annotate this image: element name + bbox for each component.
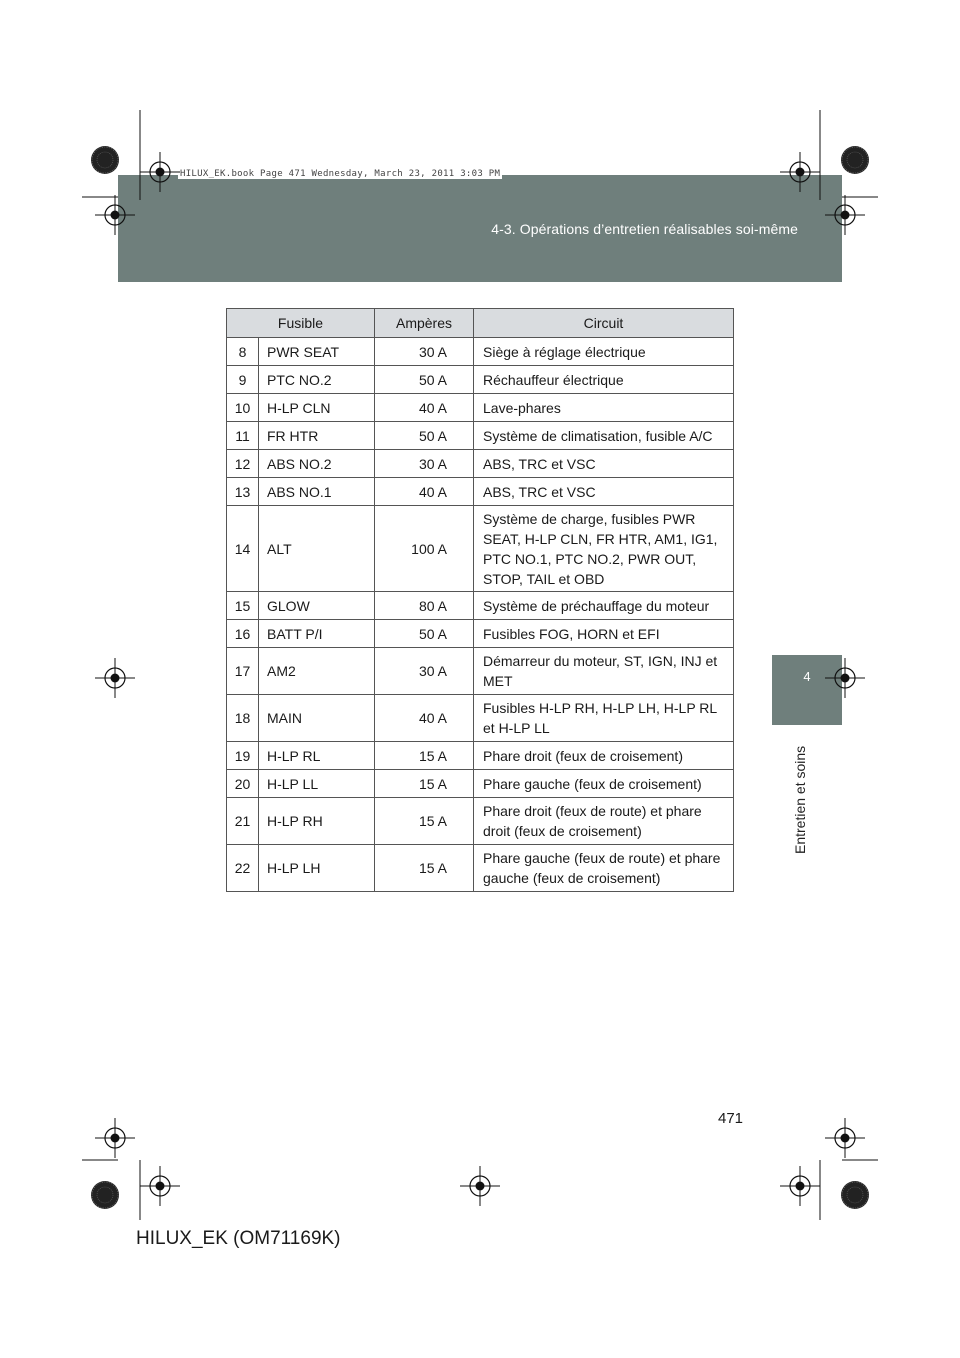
fuse-name-cell: BATT P/I (259, 620, 375, 648)
fuse-amps-cell: 50 A (375, 620, 474, 648)
fuse-circuit-cell: Phare droit (feux de croisement) (474, 742, 734, 770)
fuse-number-cell: 19 (227, 742, 259, 770)
fuse-name-cell: MAIN (259, 695, 375, 742)
crosshair-bottom-3 (140, 1166, 180, 1206)
table-header-row (227, 309, 734, 338)
table-row (227, 798, 734, 845)
fuse-number-cell: 12 (227, 450, 259, 478)
sunburst-mark-bottom-right (841, 1181, 869, 1209)
crosshair-bottom-4 (460, 1166, 500, 1206)
header-band (118, 175, 842, 282)
table-row (227, 742, 734, 770)
fuse-name-cell: H-LP RH (259, 798, 375, 845)
table-row (227, 478, 734, 506)
fuse-name-cell: FR HTR (259, 422, 375, 450)
header-amps: Ampères (375, 309, 474, 338)
header-circuit: Circuit (474, 309, 734, 338)
crosshair-mid-left (95, 658, 135, 698)
fuse-circuit-cell: Fusibles FOG, HORN et EFI (474, 620, 734, 648)
fuse-amps-cell: 50 A (375, 422, 474, 450)
fuse-circuit-cell: Système de préchauffage du moteur (474, 592, 734, 620)
fuse-number-cell: 15 (227, 592, 259, 620)
table-row (227, 422, 734, 450)
table-row (227, 366, 734, 394)
table-row (227, 506, 734, 592)
fuse-name-cell: GLOW (259, 592, 375, 620)
fuse-amps-cell: 15 A (375, 845, 474, 892)
fuse-name-cell: H-LP LH (259, 845, 375, 892)
fuse-name-cell: H-LP CLN (259, 394, 375, 422)
fuse-name-cell: H-LP RL (259, 742, 375, 770)
footer-model: HILUX_EK (OM71169K) (136, 1228, 341, 1249)
fuse-number-cell: 14 (227, 506, 259, 592)
table-row (227, 620, 734, 648)
fuse-name-cell: ABS NO.1 (259, 478, 375, 506)
fuse-circuit-cell: Système de climatisation, fusible A/C (474, 422, 734, 450)
fuse-amps-cell: 100 A (375, 506, 474, 592)
table-row (227, 695, 734, 742)
fuse-number-cell: 22 (227, 845, 259, 892)
fuse-number-cell: 9 (227, 366, 259, 394)
fuse-name-cell: AM2 (259, 648, 375, 695)
fuse-circuit-cell: Système de charge, fusibles PWR SEAT, H-LP CLN, FR HTR, AM1, IG1, PTC NO.1, PTC NO.2, PWR OUT, STOP, TAIL et OBD (474, 506, 734, 592)
fuse-number-cell: 20 (227, 770, 259, 798)
fuse-number-cell: 18 (227, 695, 259, 742)
fuse-amps-cell: 30 A (375, 450, 474, 478)
fuse-number-cell: 8 (227, 338, 259, 366)
fuse-amps-cell: 30 A (375, 338, 474, 366)
sunburst-mark-bottom-left (91, 1181, 119, 1209)
crosshair-bottom-2 (825, 1118, 865, 1158)
header-fuse: Fusible (227, 309, 375, 338)
fuse-table-body (227, 338, 734, 892)
fuse-amps-cell: 30 A (375, 648, 474, 695)
fuse-circuit-cell: Phare gauche (feux de croisement) (474, 770, 734, 798)
table-row (227, 394, 734, 422)
fuse-name-cell: ALT (259, 506, 375, 592)
fuse-name-cell: H-LP LL (259, 770, 375, 798)
fuse-circuit-cell: Réchauffeur électrique (474, 366, 734, 394)
book-stamp: HILUX_EK.book Page 471 Wednesday, March 23, 2011 3:03 PM (180, 169, 501, 179)
fuse-circuit-cell: Démarreur du moteur, ST, IGN, INJ et MET (474, 648, 734, 695)
fuse-number-cell: 16 (227, 620, 259, 648)
fuse-amps-cell: 15 A (375, 742, 474, 770)
table-row (227, 648, 734, 695)
fuse-circuit-cell: Phare droit (feux de route) et phare droit (feux de croisement) (474, 798, 734, 845)
sunburst-mark-top-left (91, 146, 119, 174)
table-row (227, 450, 734, 478)
table-row (227, 592, 734, 620)
fuse-circuit-cell: Fusibles H-LP RH, H-LP LH, H-LP RL et H-LP LL (474, 695, 734, 742)
fuse-number-cell: 10 (227, 394, 259, 422)
fuse-number-cell: 21 (227, 798, 259, 845)
fuse-amps-cell: 80 A (375, 592, 474, 620)
fuse-circuit-cell: Siège à réglage électrique (474, 338, 734, 366)
page-number: 471 (718, 1110, 744, 1127)
chapter-number: 4 (803, 669, 811, 684)
fuse-circuit-cell: Lave-phares (474, 394, 734, 422)
table-row (227, 770, 734, 798)
fuse-number-cell: 17 (227, 648, 259, 695)
fuse-amps-cell: 15 A (375, 770, 474, 798)
fuse-circuit-cell: Phare gauche (feux de route) et phare gauche (feux de croisement) (474, 845, 734, 892)
crosshair-bottom-5 (780, 1166, 820, 1206)
sunburst-mark-top-right (841, 146, 869, 174)
fuse-circuit-cell: ABS, TRC et VSC (474, 478, 734, 506)
chapter-tab (772, 655, 842, 725)
chapter-label-text: Entretien et soins (792, 745, 808, 854)
fuse-amps-cell: 40 A (375, 478, 474, 506)
fuse-table (226, 308, 734, 892)
fuse-amps-cell: 15 A (375, 798, 474, 845)
crosshair-bottom-1 (95, 1118, 135, 1158)
table-row (227, 338, 734, 366)
fuse-amps-cell: 40 A (375, 695, 474, 742)
section-title: 4-3. Opérations d’entretien réalisables soi-même (491, 221, 798, 237)
table-row (227, 845, 734, 892)
fuse-amps-cell: 50 A (375, 366, 474, 394)
fuse-name-cell: PTC NO.2 (259, 366, 375, 394)
fuse-name-cell: ABS NO.2 (259, 450, 375, 478)
chapter-label (792, 734, 812, 854)
fuse-amps-cell: 40 A (375, 394, 474, 422)
fuse-number-cell: 13 (227, 478, 259, 506)
fuse-name-cell: PWR SEAT (259, 338, 375, 366)
fuse-number-cell: 11 (227, 422, 259, 450)
fuse-circuit-cell: ABS, TRC et VSC (474, 450, 734, 478)
